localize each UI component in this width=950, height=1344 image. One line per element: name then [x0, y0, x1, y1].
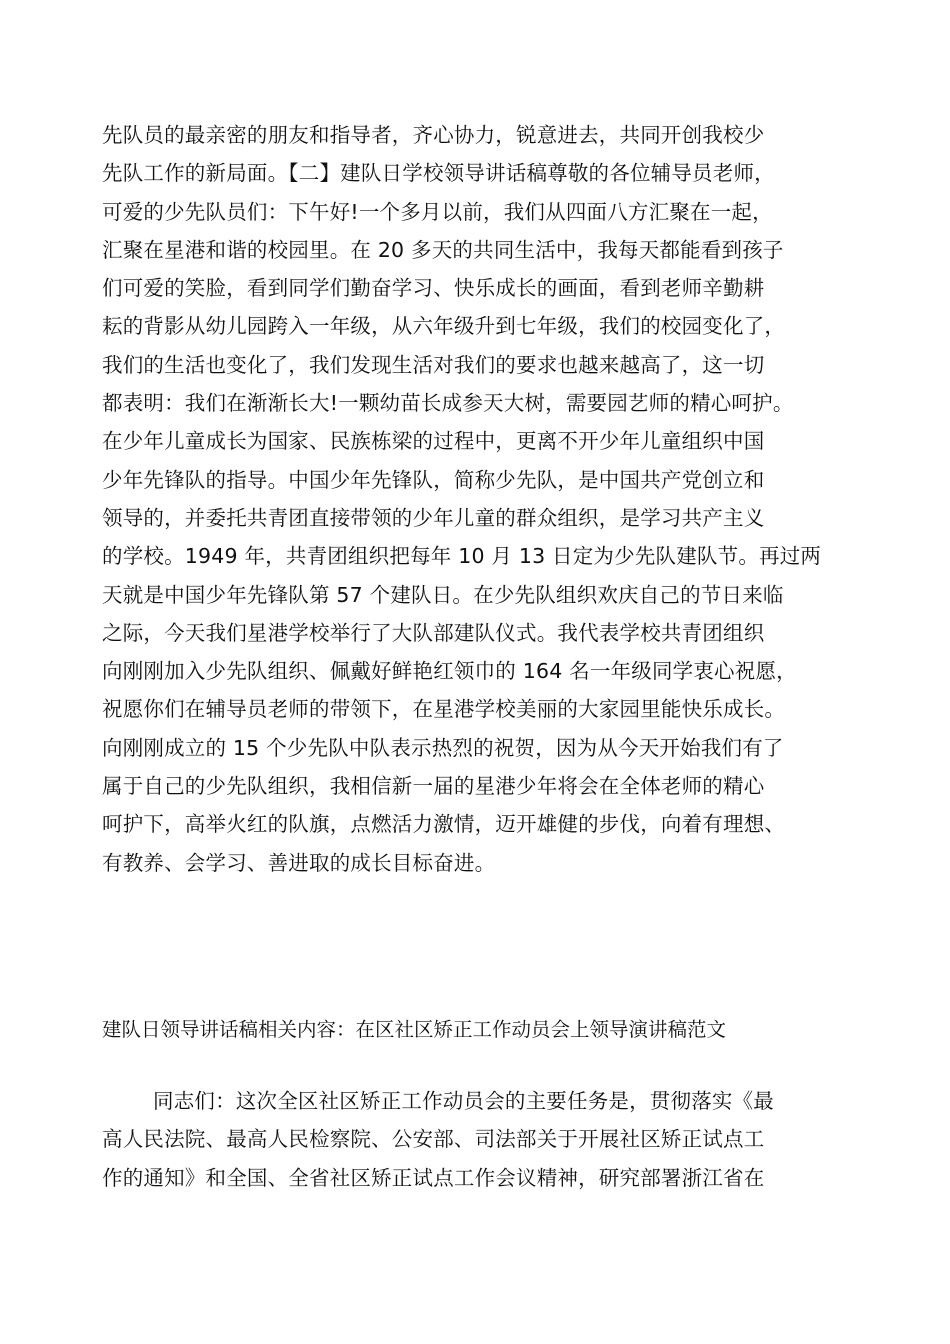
text-line: 属于自己的少先队组织，我相信新一届的星港少年将会在全体老师的精心: [102, 774, 765, 799]
text-line: 先队员的最亲密的朋友和指导者，齐心协力，锐意进去，共同开创我校少: [102, 123, 765, 147]
text-line: 呵护下，高举火红的队旗，点燃活力激情，迈开雄健的步伐，向着有理想、: [102, 812, 786, 837]
text-line: 同志们：这次全区社区矫正工作动员会的主要任务是，贯彻落实《最: [153, 1089, 774, 1113]
text-line: 作的通知》和全国、全省社区矫正试点工作会议精神，研究部署浙江省在: [102, 1165, 765, 1190]
text-line: 高人民法院、最高人民检察院、公安部、司法部关于开展社区矫正试点工: [102, 1127, 765, 1152]
text-line: 领导的，并委托共青团直接带领的少年儿童的群众组织，是学习共产主义: [102, 505, 765, 530]
text-line: 向刚刚成立的 15 个少先队中队表示热烈的祝贺，因为从今天开始我们有了: [102, 735, 784, 760]
text-line: 耘的背影从幼儿园跨入一年级，从六年级升到七年级，我们的校园变化了，: [102, 314, 786, 339]
text-line: 先队工作的新局面。【二】建队日学校领导讲话稿尊敬的各位辅导员老师，: [102, 161, 775, 186]
text-line: 汇聚在星港和谐的校园里。在 20 多天的共同生活中，我每天都能看到孩子: [102, 237, 784, 262]
text-line: 有教养、会学习、善进取的成长目标奋进。: [102, 850, 496, 875]
text-line: 祝愿你们在辅导员老师的带领下，在星港学校美丽的大家园里能快乐成长。: [102, 697, 786, 722]
text-line: 的学校。1949 年，共青团组织把每年 10 月 13 日定为少先队建队节。再过两: [102, 544, 822, 569]
paragraph-related-body: [102, 1082, 862, 1197]
related-content-heading: 建队日领导讲话稿相关内容：在区社区矫正工作动员会上领导演讲稿范文: [102, 1018, 727, 1041]
text-line: 在少年儿童成长为国家、民族栋梁的过程中，更离不开少年儿童组织中国: [102, 429, 765, 454]
text-line: 可爱的少先队员们：下午好!一个多月以前，我们从四面八方汇聚在一起，: [102, 199, 773, 224]
text-line: 们可爱的笑脸，看到同学们勤奋学习、快乐成长的画面，看到老师辛勤耕: [102, 276, 765, 301]
text-line: 少年先锋队的指导。中国少年先锋队，简称少先队，是中国共产党创立和: [102, 467, 765, 492]
text-line: 我们的生活也变化了，我们发现生活对我们的要求也越来越高了，这一切: [102, 352, 765, 377]
paragraph-speech-body: [102, 116, 862, 882]
text-line: 向刚刚加入少先队组织、佩戴好鲜艳红领巾的 164 名一年级同学衷心祝愿，: [102, 659, 797, 684]
text-line: 天就是中国少年先锋队第 57 个建队日。在少先队组织欢庆自己的节日来临: [102, 582, 784, 607]
text-line: 都表明：我们在渐渐长大!一颗幼苗长成参天大树，需要园艺师的精心呵护。: [102, 391, 794, 416]
text-line: 之际，今天我们星港学校举行了大队部建队仪式。我代表学校共青团组织: [102, 620, 765, 645]
